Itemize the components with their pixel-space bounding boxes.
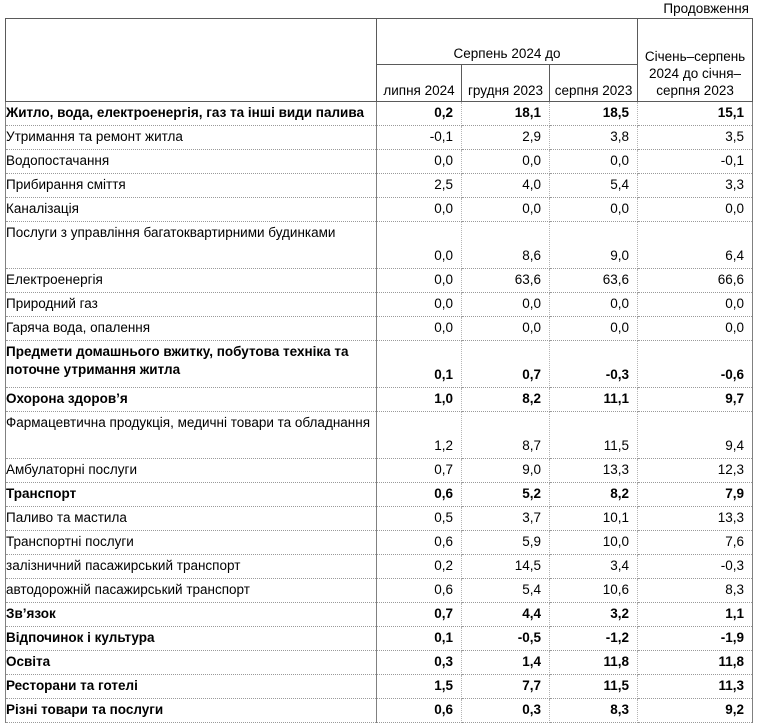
row-value: 11,1 <box>550 388 638 412</box>
row-value: 7,9 <box>638 483 753 507</box>
row-value: 0,0 <box>377 222 462 269</box>
row-value: 13,3 <box>550 459 638 483</box>
row-value: 0,0 <box>550 150 638 174</box>
row-label: Ресторани та готелі <box>6 675 377 699</box>
row-label: Транспортні послуги <box>6 531 377 555</box>
row-label: Різні товари та послуги <box>6 699 377 723</box>
row-value: 11,8 <box>638 651 753 675</box>
row-value: 8,3 <box>638 579 753 603</box>
header-group-august: Серпень 2024 до <box>377 19 638 65</box>
row-value: 11,8 <box>550 651 638 675</box>
row-label: Природний газ <box>6 293 377 317</box>
header-label-blank <box>6 19 377 102</box>
header-col-aug-2023: серпня 2023 <box>550 65 638 102</box>
table-row <box>6 579 753 603</box>
row-value: 10,0 <box>550 531 638 555</box>
row-value: 2,9 <box>462 126 550 150</box>
row-value: 0,0 <box>377 317 462 341</box>
row-value: 0,2 <box>377 555 462 579</box>
table-row <box>6 198 753 222</box>
row-label: Каналізація <box>6 198 377 222</box>
row-value: 0,0 <box>462 293 550 317</box>
row-label: автодорожній пасажирський транспорт <box>6 579 377 603</box>
continuation-caption: Продовження <box>663 1 749 16</box>
row-value: 1,1 <box>638 603 753 627</box>
row-label: залізничний пасажирський транспорт <box>6 555 377 579</box>
table-row <box>6 174 753 198</box>
row-value: 8,2 <box>462 388 550 412</box>
table-row <box>6 388 753 412</box>
row-value: -0,6 <box>638 341 753 388</box>
row-value: 0,6 <box>377 579 462 603</box>
row-value: -0,5 <box>462 627 550 651</box>
row-value: 0,7 <box>377 603 462 627</box>
row-label: Відпочинок і культура <box>6 627 377 651</box>
row-value: 8,6 <box>462 222 550 269</box>
row-value: 0,0 <box>377 198 462 222</box>
table-row <box>6 269 753 293</box>
row-value: 1,0 <box>377 388 462 412</box>
row-value: 0,0 <box>638 293 753 317</box>
table-row <box>6 293 753 317</box>
row-label: Фармацевтична продукція, медичні товари та обладнання <box>6 412 377 459</box>
table-row <box>6 222 753 269</box>
row-value: -0,3 <box>638 555 753 579</box>
row-value: 10,6 <box>550 579 638 603</box>
row-value: 11,3 <box>638 675 753 699</box>
row-value: -0,3 <box>550 341 638 388</box>
row-value: 2,5 <box>377 174 462 198</box>
row-label: Електроенергія <box>6 269 377 293</box>
row-value: -0,1 <box>377 126 462 150</box>
row-value: 14,5 <box>462 555 550 579</box>
row-value: 0,0 <box>462 198 550 222</box>
table-row <box>6 102 753 126</box>
table-row <box>6 699 753 723</box>
row-value: 0,0 <box>377 293 462 317</box>
row-value: 0,6 <box>377 483 462 507</box>
row-value: 0,0 <box>377 269 462 293</box>
row-value: 0,6 <box>377 699 462 723</box>
row-value: 1,2 <box>377 412 462 459</box>
row-value: 18,5 <box>550 102 638 126</box>
row-value: 12,3 <box>638 459 753 483</box>
row-value: 0,5 <box>377 507 462 531</box>
table-row <box>6 341 753 388</box>
row-value: 5,2 <box>462 483 550 507</box>
row-value: 63,6 <box>550 269 638 293</box>
table-row <box>6 507 753 531</box>
row-value: 4,4 <box>462 603 550 627</box>
row-label: Освіта <box>6 651 377 675</box>
row-value: 5,4 <box>550 174 638 198</box>
row-value: 3,8 <box>550 126 638 150</box>
row-label: Житло, вода, електроенергія, газ та інші види палива <box>6 102 377 126</box>
row-value: 13,3 <box>638 507 753 531</box>
table-row <box>6 651 753 675</box>
row-label: Транспорт <box>6 483 377 507</box>
row-value: 0,0 <box>550 198 638 222</box>
row-value: 8,7 <box>462 412 550 459</box>
row-value: 10,1 <box>550 507 638 531</box>
table-row <box>6 555 753 579</box>
row-value: 15,1 <box>638 102 753 126</box>
row-value: 3,3 <box>638 174 753 198</box>
row-value: 3,4 <box>550 555 638 579</box>
table-body <box>6 102 753 723</box>
row-value: -0,1 <box>638 150 753 174</box>
header-col-jan-aug: Січень–серпень 2024 до січня–серпня 2023 <box>638 19 753 102</box>
row-label: Водопостачання <box>6 150 377 174</box>
table-row <box>6 531 753 555</box>
row-value: 0,0 <box>550 293 638 317</box>
row-value: 5,9 <box>462 531 550 555</box>
header-col-dec-2023: грудня 2023 <box>462 65 550 102</box>
row-value: 9,0 <box>462 459 550 483</box>
row-value: 9,2 <box>638 699 753 723</box>
table-row <box>6 483 753 507</box>
row-value: -1,9 <box>638 627 753 651</box>
row-value: 9,7 <box>638 388 753 412</box>
table-row <box>6 317 753 341</box>
row-value: 3,5 <box>638 126 753 150</box>
header-row-group <box>6 19 753 65</box>
table-row <box>6 675 753 699</box>
row-value: 7,7 <box>462 675 550 699</box>
table-row <box>6 459 753 483</box>
row-value: 0,7 <box>462 341 550 388</box>
row-value: 0,0 <box>462 317 550 341</box>
row-value: 0,0 <box>638 198 753 222</box>
row-value: 8,3 <box>550 699 638 723</box>
row-value: 9,4 <box>638 412 753 459</box>
row-value: 4,0 <box>462 174 550 198</box>
row-value: 0,0 <box>377 150 462 174</box>
row-value: 0,0 <box>550 317 638 341</box>
row-value: -1,2 <box>550 627 638 651</box>
row-value: 18,1 <box>462 102 550 126</box>
row-value: 0,3 <box>462 699 550 723</box>
row-value: 0,1 <box>377 341 462 388</box>
row-value: 63,6 <box>462 269 550 293</box>
row-label: Охорона здоров’я <box>6 388 377 412</box>
row-label: Прибирання сміття <box>6 174 377 198</box>
row-label: Утримання та ремонт житла <box>6 126 377 150</box>
row-value: 9,0 <box>550 222 638 269</box>
row-value: 0,0 <box>462 150 550 174</box>
table-row <box>6 126 753 150</box>
row-value: 6,4 <box>638 222 753 269</box>
row-value: 0,1 <box>377 627 462 651</box>
table-header <box>6 19 753 102</box>
row-label: Послуги з управління багатоквартирними будинками <box>6 222 377 269</box>
row-value: 11,5 <box>550 675 638 699</box>
row-value: 0,7 <box>377 459 462 483</box>
row-value: 11,5 <box>550 412 638 459</box>
row-value: 8,2 <box>550 483 638 507</box>
row-label: Гаряча вода, опалення <box>6 317 377 341</box>
row-value: 1,4 <box>462 651 550 675</box>
row-value: 0,2 <box>377 102 462 126</box>
row-value: 3,7 <box>462 507 550 531</box>
table-row <box>6 603 753 627</box>
row-label: Амбулаторні послуги <box>6 459 377 483</box>
row-value: 5,4 <box>462 579 550 603</box>
table-row <box>6 412 753 459</box>
table-row <box>6 627 753 651</box>
row-value: 0,0 <box>638 317 753 341</box>
row-value: 3,2 <box>550 603 638 627</box>
row-label: Предмети домашнього вжитку, побутова техніка та поточне утримання житла <box>6 341 377 388</box>
row-value: 1,5 <box>377 675 462 699</box>
row-label: Зв’язок <box>6 603 377 627</box>
row-value: 66,6 <box>638 269 753 293</box>
row-label: Паливо та мастила <box>6 507 377 531</box>
row-value: 0,6 <box>377 531 462 555</box>
row-value: 7,6 <box>638 531 753 555</box>
header-col-july-2024: липня 2024 <box>377 65 462 102</box>
cpi-table <box>5 18 753 723</box>
table-row <box>6 150 753 174</box>
row-value: 0,3 <box>377 651 462 675</box>
